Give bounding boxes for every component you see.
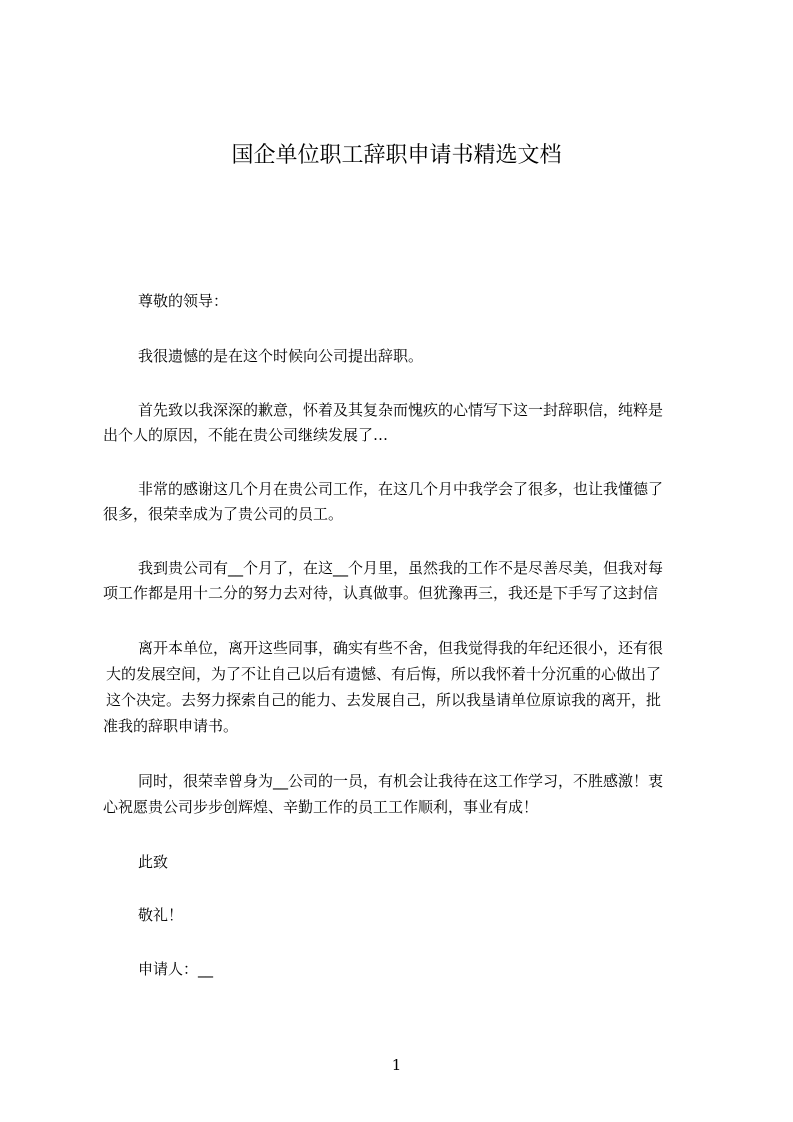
page-number: 1 bbox=[391, 1056, 402, 1074]
paragraph-5-line-3: 这个决定。去努力探索自己的能力、去发展自己，所以我垦请单位原谅我的离开，批 bbox=[106, 691, 662, 709]
paragraph-3-line-1: 非常的感谢这几个月在贵公司工作，在这几个月中我学会了很多，也让我懂德了 bbox=[138, 480, 664, 498]
document-title: 国企单位职工辞职申请书精选文档 bbox=[231, 143, 562, 168]
paragraph-5-line-1: 离开本单位，离开这些同事，确实有些不舍，但我觉得我的年纪还很小，还有很 bbox=[138, 639, 664, 657]
paragraph-2-line-2: 出个人的原因，不能在贵公司继续发展了… bbox=[103, 426, 389, 444]
paragraph-4-line-1: 我到贵公司有__个月了，在这__个月里，虽然我的工作不是尽善尽美，但我对每 bbox=[138, 559, 664, 577]
applicant: 申请人：__ bbox=[138, 960, 214, 978]
paragraph-6-line-1: 同时，很荣幸曾身为__公司的一员，有机会让我待在这工作学习，不胜感激！衷 bbox=[138, 772, 664, 790]
paragraph-2-line-1: 首先致以我深深的歉意，怀着及其复杂而愧疚的心情写下这一封辞职信，纯粹是 bbox=[138, 401, 664, 419]
regards: 敬礼！ bbox=[138, 906, 184, 924]
paragraph-6-line-2: 心祝愿贵公司步步创辉煌、辛勤工作的员工工作顺利，事业有成！ bbox=[103, 798, 539, 816]
paragraph-4-line-2: 项工作都是用十二分的努力去对待，认真做事。但犹豫再三，我还是下手写了这封信 bbox=[103, 584, 659, 602]
paragraph-5-line-4: 准我的辞职申请书。 bbox=[103, 717, 239, 735]
closing: 此致 bbox=[138, 853, 169, 871]
paragraph-3-line-2: 很多，很荣幸成为了贵公司的员工。 bbox=[103, 505, 344, 523]
salutation: 尊敬的领导： bbox=[138, 292, 229, 310]
paragraph-1-line-1: 我很遗憾的是在这个时候向公司提出辞职。 bbox=[138, 347, 424, 365]
paragraph-5-line-2: 大的发展空间，为了不让自己以后有遗憾、有后悔，所以我怀着十分沉重的心做出了 bbox=[106, 665, 662, 683]
